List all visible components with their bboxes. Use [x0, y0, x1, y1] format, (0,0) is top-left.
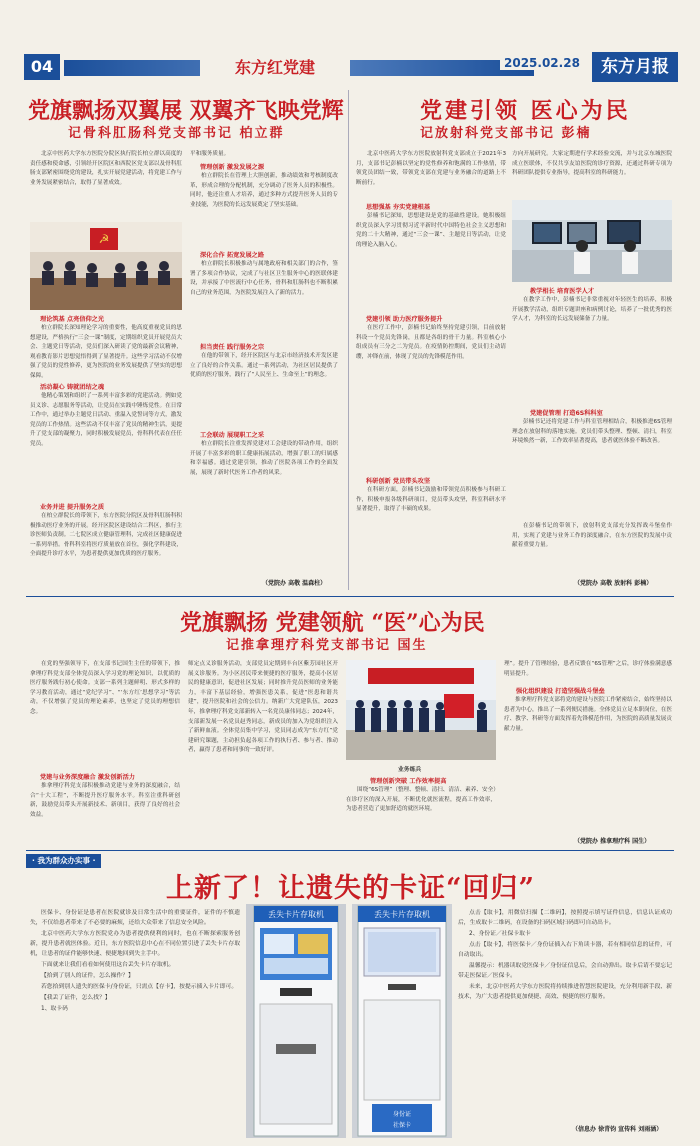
- newspaper-brand: 东方月报: [592, 52, 678, 82]
- page-header: [20, 52, 680, 84]
- article4-left-body: [30, 908, 240, 1134]
- article4-right2: 2、身份证／社保卡取卡: [469, 931, 531, 937]
- article2-s5-text: 彭楠书记还将党建工作与科室管理相结合，积极推进6S管理理念在放射科的落地实施。党员们带头整理、整顿、清扫，科室环境焕然一新，工作效率显著提高，患者就医体验不断改善。: [512, 419, 672, 445]
- article2-s1-heading: 思想强基 夯实党建根基: [366, 204, 431, 211]
- article2-s5-heading: 党建促管理 打造6S科科室: [530, 410, 603, 417]
- article1-subtitle: 记骨科肛肠科党支部书记 柏立群: [68, 126, 285, 141]
- article2-closing: [512, 522, 672, 572]
- article3-subtitle: 记推拿理疗科党支部书记 国生: [226, 638, 428, 653]
- article1-s5-heading: 深化合作 拓宽发展之路: [200, 252, 265, 259]
- article4-credit: （信息办 徐青钧 宣传科 刘雨涵）: [572, 1126, 663, 1133]
- kiosk1-title: 丢失卡片存取机: [268, 910, 324, 919]
- article4-title: 上新了！让遗失的卡证“回归”: [166, 873, 536, 904]
- article2-s2-text: 在医疗工作中，彭楠书记始终坚持党建引领，目前放射科设一个党员先锋岗，且都是各组的骨干力量。科室核心小组成员有三分之二为党员。在疫情防控期间，党员们主动请缨，冲锋在前，体现了党员的先锋模范作用。: [356, 325, 506, 360]
- column-tag: · 我为群众办实事 ·: [26, 854, 101, 868]
- article4-right4: 温馨提示：机器读取党医保卡／身份证信息后，会自动弹出。取卡后请不要忘记带走医保证／医保卡。: [458, 963, 672, 979]
- svg-text:☭: ☭: [98, 232, 110, 246]
- article1-s7-heading: 工会联动 展现职工之采: [200, 432, 265, 439]
- article1-s4-heading: 管理创新 激发发展之源: [200, 164, 265, 171]
- article2-title: 党建引领 医心为民: [420, 98, 631, 124]
- page-number: 04: [24, 54, 60, 80]
- article2-s3-heading: 科研创新 党员带头攻坚: [366, 478, 431, 485]
- article1-s2-body: [30, 392, 182, 500]
- article1-s6-body: [190, 352, 338, 428]
- column-divider: [348, 90, 349, 590]
- article4-right-body: [458, 908, 672, 1120]
- article2-s4-heading: 教学相长 培育医学人才: [530, 288, 595, 295]
- article1-title: 党旗飘扬双翼展 双翼齐飞映党辉: [28, 98, 344, 124]
- section-divider-1: [26, 596, 674, 597]
- article2-subtitle: 记放射科党支部书记 彭楠: [420, 126, 592, 141]
- article2-s3-body: [356, 486, 506, 586]
- article4-q1: 【拾到了别人的证件，怎么操作？】: [41, 973, 134, 979]
- section-title: 东方红党建: [200, 54, 350, 82]
- article1-s7-text: 柏立群院长注重发挥党建对工会建设的带动作用，组织开展了丰富多彩的职工健康拓展活动，增强了职工的归属感和幸福感。通过党建引领，推动了医院各项工作的全面发展，展现了新时代医务工作者的风采。: [190, 441, 338, 476]
- article4-right1: 点击【取卡】，用微信扫描【二维码】，按照提示填写证件信息，信息认证成功后，生成取卡二维码，在设备的扫码区域扫码即可自动出卡。: [458, 910, 672, 926]
- article3-s3-text: 围绕“6S管理”（整理、整顿、清扫、清洁、素养、安全）在诊疗区的深入开展，不断优化就医流程，提高工作效率，为患者营造了更加舒适的就医环境。: [346, 787, 496, 813]
- article1-s4-body: [190, 172, 338, 248]
- article2-s2-heading: 党建引领 助力医疗服务提升: [366, 316, 443, 323]
- article1-credit: （党院办 高敬 温森柱）: [262, 580, 327, 587]
- article4-a1: 若您拾到别人遗失的医保卡/身份证，只需点【存卡】，按提示插入卡片即可。: [41, 984, 238, 990]
- article1-s7-body: [190, 440, 338, 582]
- article1-s1-body: [30, 324, 182, 380]
- article3-photo: [346, 660, 496, 760]
- article2-credit: （党院办 高敬 放射科 彭楠）: [574, 580, 653, 587]
- section-divider-2: [26, 850, 674, 851]
- article1-s5-text: 柏立群院长积极推动与属地政府和相关部门的合作，签署了多项合作协议，完成了与社区卫生服务中心的医联体建设，并承接了中医流行中心任务，骨科和肛肠科也不断积累自己的业务范围，为医院发展注入了新的活力。: [190, 261, 338, 296]
- article2-s2-body: [356, 324, 506, 474]
- article1-s4-text: 柏立群院长在管理上大胆创新，推动绩效和考核制度改革，形成合理的分配机制，充分调动了医务人员的积极性。同时，他还注重人才培养，通过多种方式提升医务人员的专业技能，为医院的长远发展奠定了坚实基础。: [190, 173, 338, 208]
- article1-s5-body: [190, 260, 338, 340]
- article2-closing-text: 在彭楠书记的带领下，放射科党支部充分发挥战斗堡垒作用，实现了党建与业务工作的深度融合，在东方医院的发展中贡献着重要力量。: [512, 523, 672, 549]
- article1-s3-heading: 业务并进 提升服务之质: [40, 504, 105, 511]
- article1-s1-heading: 理论筑基 点亮信仰之光: [40, 316, 105, 323]
- article2-col2-lead: 方向开展研究。大家定期进行学术经验交流，并与北京东城医院成立医联体，不仅共享友谊医院的诊疗资源，还通过科研专项为科研团队提供专业指导，提高科室的科研能力。: [512, 151, 672, 177]
- article1-s1-text: 柏立群院长深知理论学习的重要性，他高度重视党员的思想建设，严格执行“三会一课”制度，定期组织党员开展党员大会、主题党日等活动，党员们深入研读了党的最新会议精神，观看教育影片思想觉悟得到了显著提升。这些学习活动不仅增强了党员的党性修养，更为医院的业务发展提供了坚实的思想保障。: [30, 325, 182, 379]
- article2-intro-text: 北京中医药大学东方医院放射科党支部成立于2021年3月，支部书记彭楠以坚定的党性修养和饱满的工作热情，带领党员团结一致，带领党支部在党建与业务融合的道路上不断前行。: [356, 151, 506, 186]
- article4-p1: 医保卡、身份证是患者在医院就诊及日常生活中的重要证件，证件的不慎遗失，不仅给患者带来了不必要的麻烦，还给大众带来了信息安全风险。: [30, 910, 240, 926]
- article4-p3: 下面就来让我们看看如何使用这台丢失卡片存取机。: [41, 962, 175, 968]
- article4-right5: 未来，北京中医药大学东方医院将持续推进智慧医院建设，充分利用新手段、新技术，为广大患者提供更加便捷、高效、便捷的医疗服务。: [458, 984, 672, 1000]
- article1-intro: [30, 150, 182, 220]
- article3-s1-body: [30, 660, 180, 770]
- article1-col2-lead: 平和服务质量。: [190, 151, 230, 157]
- article2-s1-text: 彭楠书记深知，思想建设是党的基础性建设。她积极组织党员深入学习贯彻习近平新时代中国特色社会主义思想和党的二十大精神，通过“三会一课”、主题党日等活动，让党的理论入脑入心。: [356, 213, 506, 248]
- article3-s2-heading: 党建与业务深度融合 激发创新活力: [40, 774, 135, 781]
- kiosk-photo-2: [352, 904, 452, 1138]
- kiosk-photo-1: [246, 904, 346, 1138]
- article4-right3: 点击【取卡】，将医保卡／身份证插入右下角读卡器，若有相同信息的证件，可自动取出。: [458, 942, 672, 958]
- article2-s3-text: 在科研方面，彭楠书记鼓励和带领党员积极参与科研工作，积极申报各级科研项目，党员带头攻坚，科室科研水平显著提升，取得了丰硕的成果。: [356, 487, 506, 513]
- article2-s4-body: [512, 296, 672, 406]
- article1-s2-heading: 活动凝心 铸就团结之魂: [40, 384, 105, 391]
- article1-photo: [30, 222, 182, 310]
- article3-photo-caption: 业务练兵: [398, 767, 422, 773]
- article3-col2-body: 师定点义诊服务活动，支部党员定期到丰台区紫芳园社区开展义诊服务。为小区居民带来便捷的医疗服务，提高小区居民的健康意识，促进社区发展；同时推升党员医师的业务能力，丰富下基层经验，增强医患关系，促进“医患和谐共建”，提升医院和社会的公信力。纳新广大党建队伍，2023年，推拿理疗科党支部新转入一名党员康伟同志；2024年，支部新发展一名党员赵秀同志，新成员的加入为党组织注入了新鲜血液。全体党员集中学习，党员同志成为“东方红”党建研究课题，主动担负起各项工作的执行者、参与者、推动者，赢得了患者和同事的一致好评。: [188, 661, 338, 754]
- article2-intro: [356, 150, 506, 202]
- kiosk-label-id: 身份证: [392, 1111, 412, 1118]
- article3-s4-text: 推拿理疗科党支部将党的建设与医院工作紧密结合，始终坚持以患者为中心，推出了一系列便民措施。全体党员立足本职岗位，在医疗、教学、科研等方面发挥着先锋模范作用，为医院的高质量发展贡献力量。: [504, 697, 672, 732]
- article4-q2: 【我丢了证件，怎么找？】: [41, 995, 111, 1001]
- article1-s6-text: 在他的带领下，经开区院区与北京市经济技术开发区建立了良好的合作关系。通过一系列活动，为社区居民提供了优质的医疗服务，践行了“人民至上、生命至上”的理念。: [190, 353, 338, 379]
- kiosk-label-ss: 社保卡: [392, 1122, 412, 1129]
- article3-s4-heading: 强化组织建设 打造坚强战斗堡垒: [516, 688, 605, 695]
- article3-title: 党旗飘扬 党建领航 “医”心为民: [180, 610, 485, 636]
- article3-col4-lead: 理”。提升了管理经验，患者反馈在“6S管理”之后，诊疗体验满意感明显提升。: [504, 661, 672, 677]
- article3-s3-heading: 管理创新突破 工作效率提高: [370, 778, 447, 785]
- article2-s5-body: [512, 418, 672, 520]
- article1-s2-text: 他精心策划和组织了一系列丰富多彩的党建活动。例如党员义诊、志愿服务等活动，让党员在实践中锤炼党性。在日常工作中，通过举办主题党日活动、重温入党誓词等方式，激发党员的工作热情。这些活动不仅丰富了党员的精神生活，更提升了党支部的凝聚力，同时积极发展党员，骨科科代表在任任党员。: [30, 393, 182, 447]
- article1-s6-heading: 担当责任 践行服务之宗: [200, 344, 265, 351]
- article2-photo: [512, 200, 672, 282]
- article3-s3-body: [346, 786, 496, 846]
- article4-p2: 北京中医药大学东方医院党办为患者提供便利的同时，也在不断探索服务创新，提升患者就医体验。近日，东方医院信息中心在不同位置引进了丢失卡片存取机，让患者的证件能够快速、便捷地回到失主手中。: [30, 931, 240, 957]
- article3-credit: （党院办 推拿理疗科 国生）: [574, 838, 651, 845]
- issue-date: 2025.02.28: [500, 56, 584, 70]
- article1-s3-body: [30, 512, 182, 592]
- article2-s1-body: [356, 212, 506, 312]
- article1-intro-text: 北京中医药大学东方医院分院区执行院长柏立群以高度的责任感和使命感，引领经开区院区和西院区党支部以及骨科肛肠支部紧密围绕党的建设，扎实开展党建活动，将党建工作与业务发展紧密结合，取得了显著成效。: [30, 151, 182, 186]
- article3-s1-text: 在党的坚强领导下，在支部书记国生主任的带领下，推拿理疗科党支部全体党员深入学习党的理论知识，以优质的医疗服务践行初心使命。支部一系列主题鲜明、形式多样的学习教育活动，通过“党纪学习”、“‘东方红’思想学习”等活动，不仅增强了党员的理论素养，也坚定了党员的理想信念。: [30, 661, 180, 715]
- article4-item1: 1、取卡码: [41, 1006, 68, 1012]
- article3-s2-body: [30, 782, 180, 844]
- article3-s2-text: 推拿理疗科党支部积极推动党建与业务的深度融合，结合“十大工程”，不断提升医疗服务水平。科室注重科研创新，鼓励党员带头开展新技术、新项目，获得了良好的社会效益。: [30, 783, 180, 818]
- article1-s3-text: 在柏立群院长的带领下，东方医院分院区及骨科肛肠科积极推动医疗业务的开展。经开区院区建设结合二科区，推行主诊医师负责制。二七院区成立健康管理科，完成社区健康促进一系列举措。骨科科室将医疗质量放在首位，强化学科建设，全面提升诊疗水平，为患者提供更加优质的医疗服务。: [30, 513, 182, 558]
- article2-s4-text: 在教学工作中，彭楠书记非常重视对年轻医生的培养，积极开展教学活动，组织专题讲座和病例讨论，培养了一批优秀的医学人才，为科室的长远发展储备了力量。: [512, 297, 672, 323]
- kiosk2-title: 丢失卡片存取机: [374, 910, 430, 919]
- article3-s4-body: [504, 696, 672, 842]
